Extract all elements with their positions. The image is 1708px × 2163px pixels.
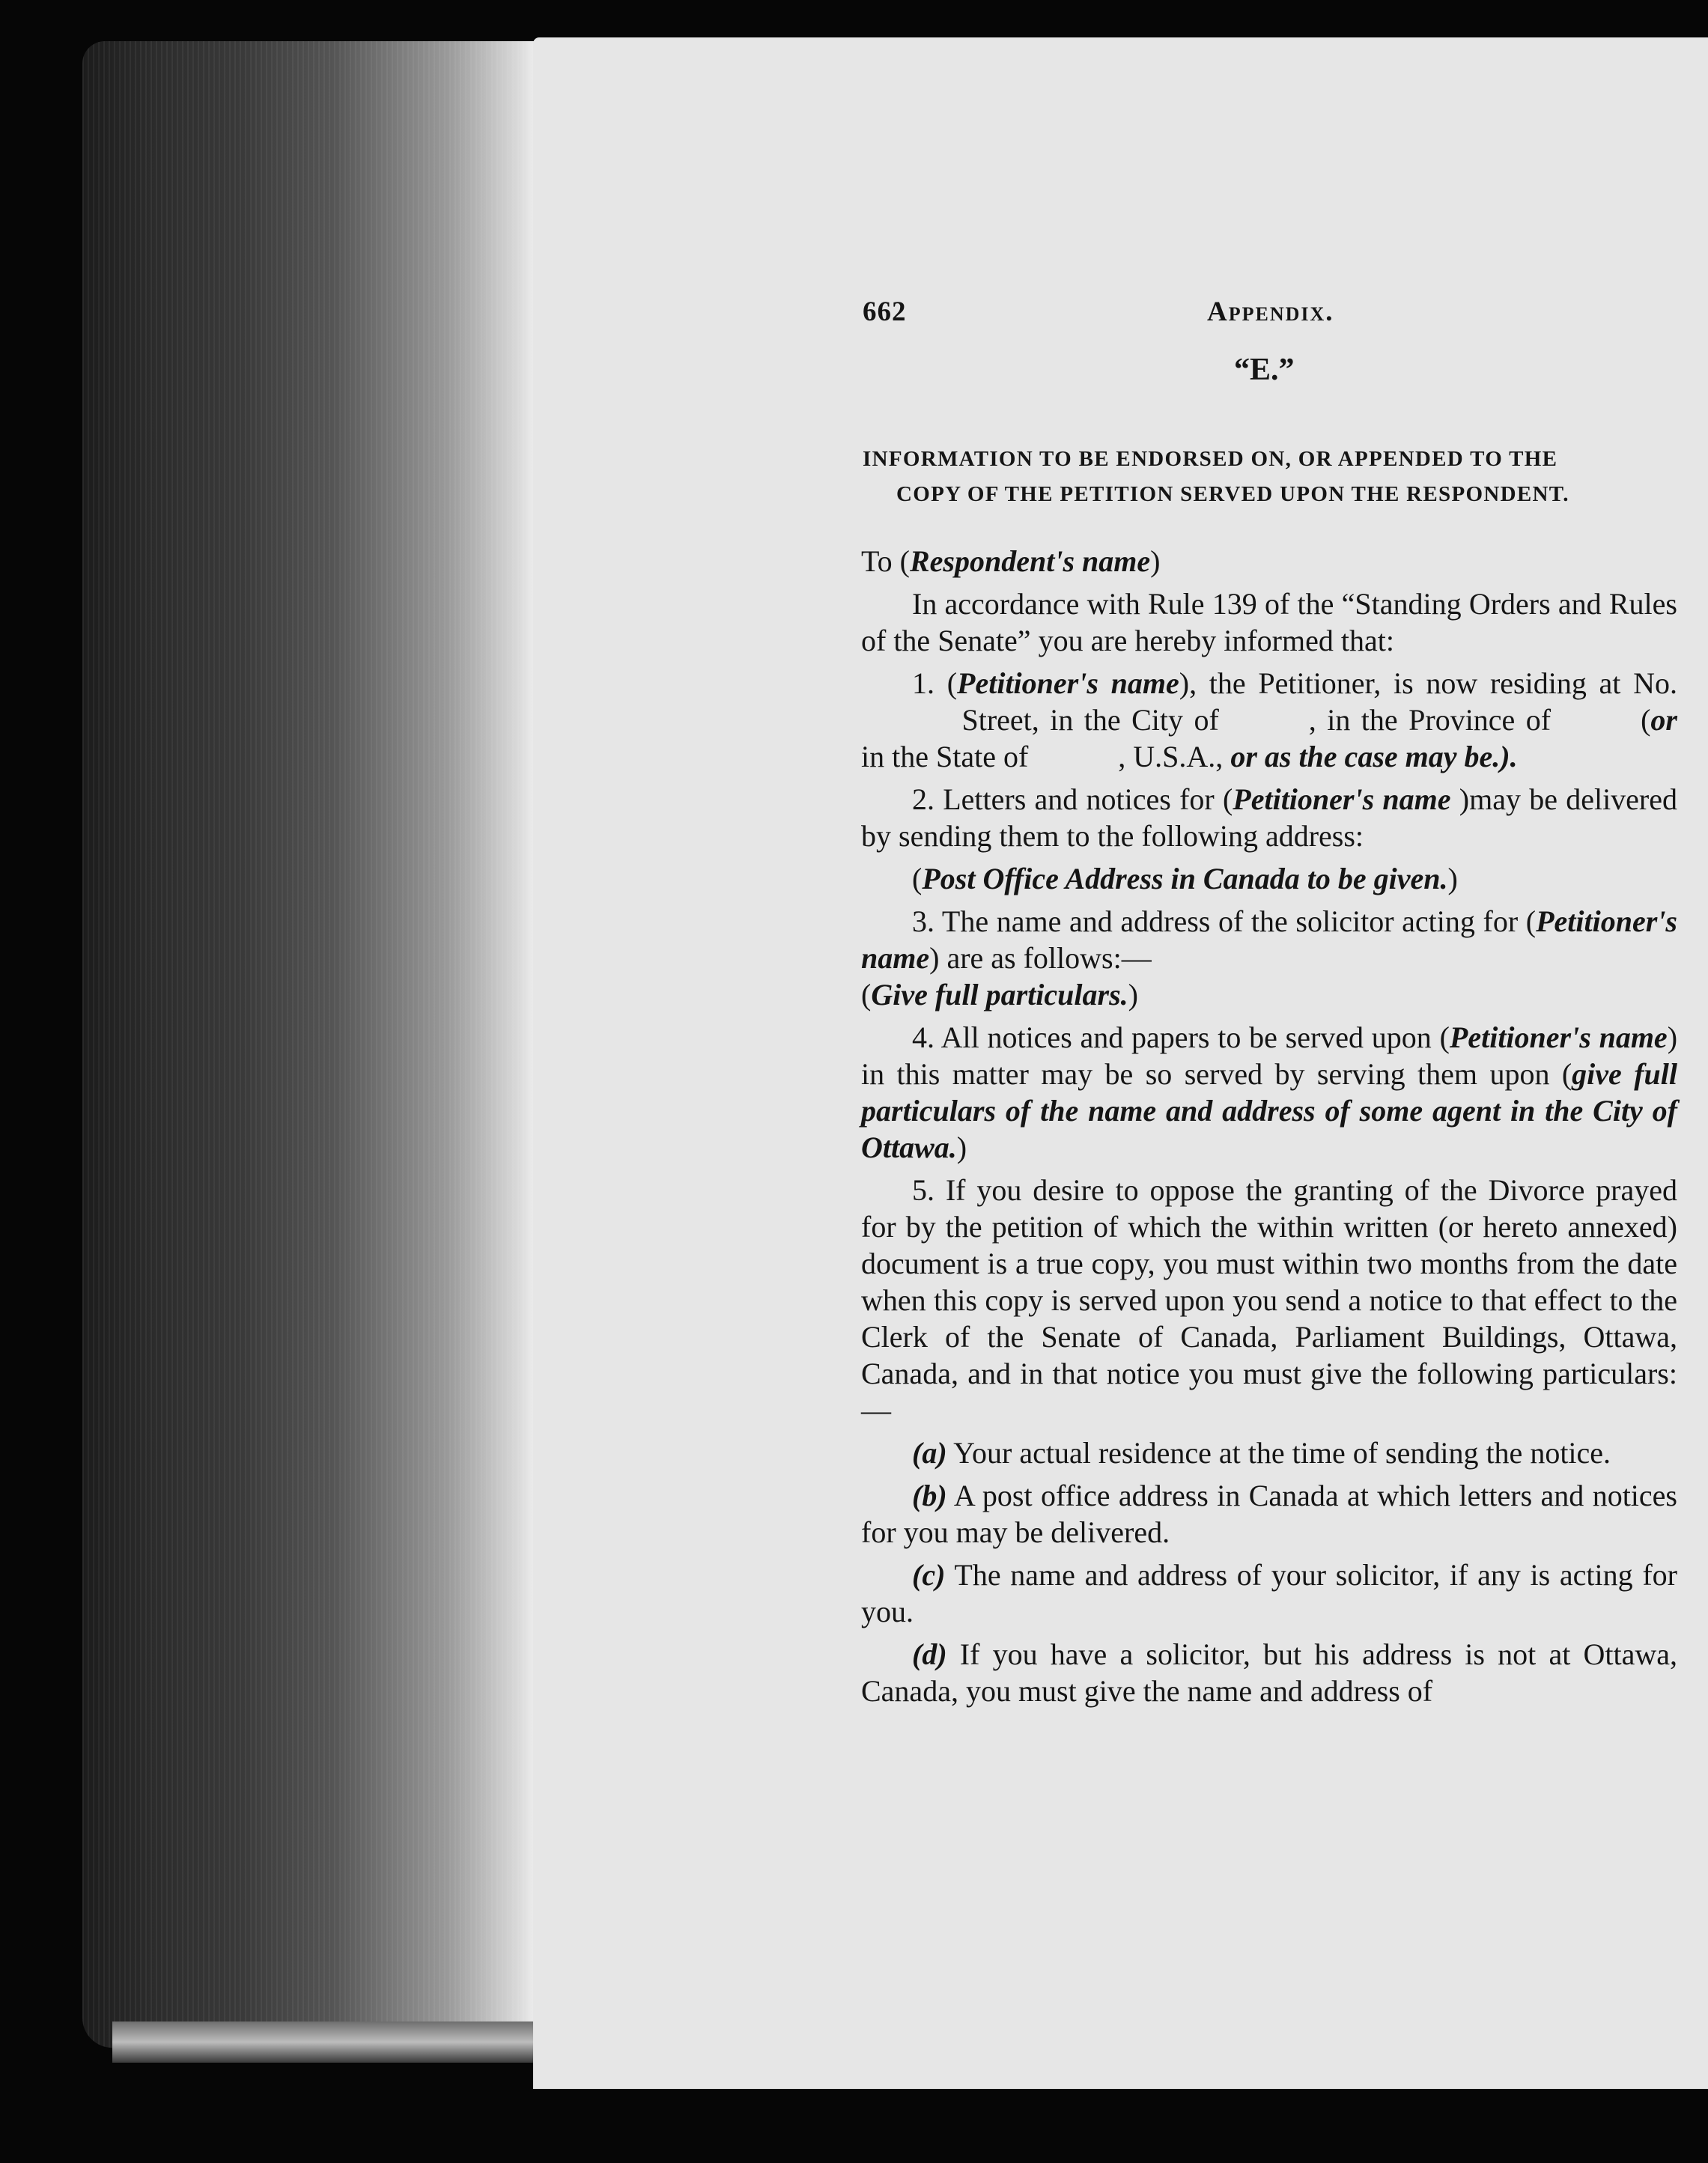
item-4-part: ) (956, 1131, 967, 1164)
sub-item-label: (b) (912, 1479, 947, 1512)
item-1-part: ), the Petitioner, is now residing at No. (1179, 666, 1677, 700)
item-4-part: ) in this matter may be so served by serving them upon ( (861, 1020, 1678, 1091)
item-2-part: )may be delivered by sending them to the following address: (861, 782, 1678, 853)
item-1-italic: or (1650, 703, 1677, 737)
salutation-suffix: ) (1150, 544, 1161, 578)
item-1-italic: or as the case may be.). (1230, 740, 1518, 773)
item-3-part: ) are as follows:— (929, 941, 1152, 975)
item-4 (861, 1019, 1677, 1166)
item-3-italic: Petitioner's name (861, 904, 1677, 975)
item-3-part: ( (861, 978, 872, 1011)
item-3 (861, 903, 1677, 1013)
item-1 (861, 665, 1677, 775)
sub-item-c (861, 1557, 1677, 1630)
item-1-part: 1. ( (912, 666, 958, 700)
item-3-italic: Give full particulars. (871, 978, 1128, 1011)
item-2-italic: Post Office Address in Canada to be given. (922, 862, 1448, 895)
item-2-part: ( (912, 862, 923, 895)
sub-item-text: Your actual residence at the time of sending the notice. (946, 1436, 1611, 1470)
sub-item-d (861, 1636, 1677, 1709)
salutation (861, 543, 1677, 579)
item-1-italic: Petitioner's name (957, 666, 1179, 700)
sub-item-text: If you have a solicitor, but his address is not at Ottawa, Canada, you must give the name and address of (861, 1637, 1677, 1708)
sub-item-text: A post office address in Canada at which letters and notices for you may be delivered. (861, 1479, 1677, 1549)
item-4-italic: give full particulars of the name and address of some agent in the City of Ottawa. (861, 1057, 1677, 1164)
sub-item-label: (d) (912, 1637, 947, 1671)
intro-paragraph: In accordance with Rule 139 of the “Standing Orders and Rules of the Senate” you are hereby informed that: (861, 587, 1677, 657)
item-3-part: 3. The name and address of the solicitor acting for ( (912, 904, 1537, 938)
item-2 (861, 781, 1677, 854)
heading-line-2: COPY OF THE PETITION SERVED UPON THE RESPONDENT. (896, 482, 1569, 506)
item-2-part: 2. Letters and notices for ( (912, 782, 1233, 816)
salutation-name: Respondent's name (909, 544, 1151, 578)
heading-line-1: INFORMATION TO BE ENDORSED ON, OR APPENDED TO THE (863, 447, 1558, 471)
item-2-italic: Petitioner's name (1233, 782, 1451, 816)
item-1-part: , U.S.A., (1118, 740, 1231, 773)
item-4-italic: Petitioner's name (1449, 1020, 1668, 1054)
sub-item-text: The name and address of your solicitor, if any is acting for you. (861, 1558, 1677, 1628)
item-5: 5. If you desire to oppose the granting of the Divorce prayed for by the petition of which the within written (or hereto annexed) document is a true copy, you must within two months from the date when this copy is served upon you send a notice to that effect to the Clerk of the Senate of Canada, Parliament Buildings, Ottawa, Canada, and in that notice you must give the following particulars:— (861, 1173, 1677, 1427)
item-4-part: 4. All notices and papers to be served upon ( (912, 1020, 1450, 1054)
body-text (861, 543, 1677, 1715)
item-1-part: ( (1641, 703, 1651, 737)
sub-item-b (861, 1477, 1677, 1551)
item-3-part: ) (1128, 978, 1138, 1011)
item-2-part: ) (1447, 862, 1458, 895)
salutation-prefix: To ( (861, 544, 910, 578)
section-letter: “E.” (1234, 353, 1295, 387)
section-heading (863, 442, 1682, 512)
item-1-part: in the State of (861, 740, 1029, 773)
book-page-edges (82, 41, 539, 2048)
sub-item-a (861, 1435, 1677, 1471)
item-2-address-note (861, 860, 1677, 897)
page-number: 662 (863, 296, 907, 327)
item-1-part: , in the Province of (1308, 703, 1552, 737)
running-title: Appendix. (1207, 296, 1334, 327)
sub-item-label: (a) (912, 1436, 947, 1470)
item-1-part: Street, in the City of (961, 703, 1219, 737)
sub-item-label: (c) (912, 1558, 946, 1592)
